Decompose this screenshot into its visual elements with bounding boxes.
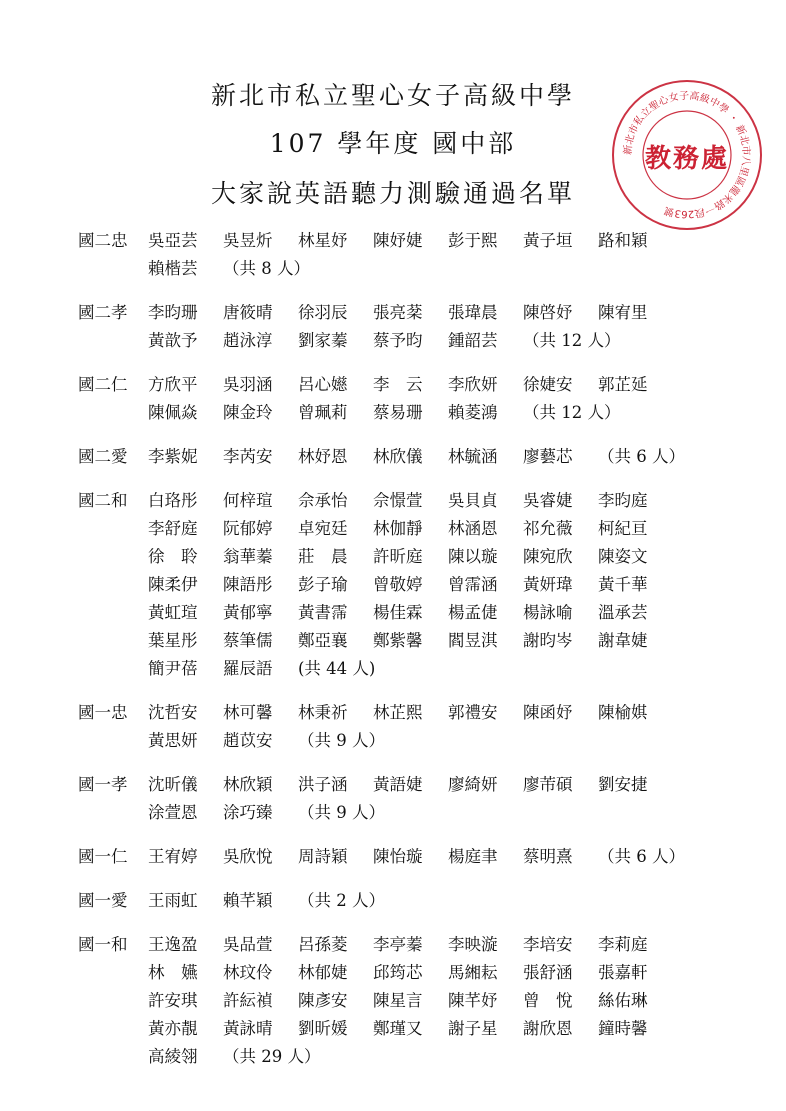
student-name: 簡尹蓓: [148, 659, 198, 678]
student-name: 楊佳霖: [373, 603, 423, 622]
student-name: 陳宛欣: [523, 547, 573, 566]
name-row: [148, 599, 758, 627]
student-name: 陳榆娸: [598, 703, 648, 722]
class-group: [78, 771, 758, 827]
class-name: 國二仁: [78, 375, 128, 394]
name-row: [148, 299, 758, 327]
student-name: 徐婕安: [523, 375, 573, 394]
student-name: 賴芊穎: [223, 891, 273, 910]
student-name: 呂心嬨: [298, 375, 348, 394]
list-title: 大家說英語聽力測驗通過名單: [210, 179, 575, 208]
student-name: 陳彥安: [298, 991, 348, 1010]
student-count: （共 9 人）: [298, 803, 385, 822]
class-name: 國二和: [78, 491, 128, 510]
student-name: 賴楷芸: [148, 259, 198, 278]
student-name: 葉星彤: [148, 631, 198, 650]
student-name: 蔡易珊: [373, 403, 423, 422]
student-name: 鐘時馨: [598, 1019, 648, 1038]
name-row: [148, 1043, 758, 1071]
student-name: 廖綺妍: [448, 775, 498, 794]
student-count: （共 8 人）: [223, 259, 310, 278]
student-name: 劉家蓁: [298, 331, 348, 350]
student-name: 林郁婕: [298, 963, 348, 982]
student-name: 林欣穎: [223, 775, 273, 794]
name-row: [148, 227, 758, 255]
class-name: 國二忠: [78, 231, 128, 250]
student-name: 謝欣恩: [523, 1019, 573, 1038]
student-name: 黃虹瑄: [148, 603, 198, 622]
student-name: 趙泳淳: [223, 331, 273, 350]
student-name: 張嘉軒: [598, 963, 648, 982]
student-name: 馬緗耘: [448, 963, 498, 982]
student-name: 彭于熙: [448, 231, 498, 250]
student-name: 李昀庭: [598, 491, 648, 510]
student-name: 高綾翎: [148, 1047, 198, 1066]
name-row: [148, 515, 758, 543]
student-name: 蔡筆儒: [223, 631, 273, 650]
student-name: 蔡明熹: [523, 847, 573, 866]
student-name: 林妤恩: [298, 447, 348, 466]
student-name: 黃思妍: [148, 731, 198, 750]
student-name: 黃郁寧: [223, 603, 273, 622]
class-group: [78, 371, 758, 427]
student-name: 林 嬿: [148, 963, 198, 982]
student-name: 謝韋婕: [598, 631, 648, 650]
name-row: [148, 1015, 758, 1043]
student-name: 郭芷延: [598, 375, 648, 394]
student-name: 許昕庭: [373, 547, 423, 566]
student-name: 陳怡璇: [373, 847, 423, 866]
student-name: 陳佩焱: [148, 403, 198, 422]
class-group: [78, 487, 758, 683]
student-name: 楊庭聿: [448, 847, 498, 866]
name-row: [148, 699, 758, 727]
student-name: 阮郁婷: [223, 519, 273, 538]
student-name: 沈昕儀: [148, 775, 198, 794]
student-name: 絲佑琳: [598, 991, 648, 1010]
student-name: 翁華蓁: [223, 547, 273, 566]
student-name: 陳柔伊: [148, 575, 198, 594]
class-group: [78, 227, 758, 283]
seal-center-text: 教務處: [644, 144, 729, 174]
name-row: [148, 843, 758, 871]
student-name: 黃歆予: [148, 331, 198, 350]
student-name: 彭子瑜: [298, 575, 348, 594]
name-row: [148, 399, 758, 427]
student-name: 楊詠喻: [523, 603, 573, 622]
student-name: 涂萱恩: [148, 803, 198, 822]
name-row: [148, 771, 758, 799]
name-row: [148, 543, 758, 571]
student-name: 鍾韶芸: [448, 331, 498, 350]
student-name: 吳貝貞: [448, 491, 498, 510]
student-name: 林毓涵: [448, 447, 498, 466]
student-name: 吳品萱: [223, 935, 273, 954]
student-name: 羅辰語: [223, 659, 273, 678]
class-group: [78, 699, 758, 755]
student-name: 許安琪: [148, 991, 198, 1010]
student-name: 陳姿文: [598, 547, 648, 566]
student-name: 郭禮安: [448, 703, 498, 722]
student-name: 陳星言: [373, 991, 423, 1010]
student-name: 王雨虹: [148, 891, 198, 910]
class-name: 國二孝: [78, 303, 128, 322]
name-row: [148, 887, 758, 915]
student-name: 祁允薇: [523, 519, 573, 538]
student-name: 李 云: [373, 375, 423, 394]
student-name: 洪子涵: [298, 775, 348, 794]
student-name: 邱筠芯: [373, 963, 423, 982]
class-group: [78, 931, 758, 1071]
class-group: [78, 299, 758, 355]
name-row: [148, 987, 758, 1015]
student-name: 曾霈涵: [448, 575, 498, 594]
student-name: 李舒庭: [148, 519, 198, 538]
name-row: [148, 371, 758, 399]
school-name: 新北市私立聖心女子高級中學: [210, 81, 575, 110]
student-name: 廖藝芯: [523, 447, 573, 466]
student-name: 吳昱炘: [223, 231, 273, 250]
student-name: 路和穎: [598, 231, 648, 250]
student-name: 林欣儀: [373, 447, 423, 466]
student-name: 林玟伶: [223, 963, 273, 982]
name-row: [148, 931, 758, 959]
student-name: 陳妤婕: [373, 231, 423, 250]
student-name: 何梓瑄: [223, 491, 273, 510]
student-name: 李昀珊: [148, 303, 198, 322]
student-name: 黃語婕: [373, 775, 423, 794]
class-group: [78, 843, 758, 871]
class-name: 國一和: [78, 935, 128, 954]
student-name: 林可馨: [223, 703, 273, 722]
name-row: [148, 959, 758, 987]
student-name: 李亭蓁: [373, 935, 423, 954]
student-name: 趙苡安: [223, 731, 273, 750]
name-row: [148, 655, 758, 683]
student-name: 陳宥里: [598, 303, 648, 322]
class-name: 國一孝: [78, 775, 128, 794]
student-name: 黃子垣: [523, 231, 573, 250]
student-name: 鄭瑾又: [373, 1019, 423, 1038]
student-name: 李映漩: [448, 935, 498, 954]
student-name: 吳睿婕: [523, 491, 573, 510]
student-name: 陳以璇: [448, 547, 498, 566]
student-name: 李莉庭: [598, 935, 648, 954]
student-name: 林星妤: [298, 231, 348, 250]
student-name: 廖芾碩: [523, 775, 573, 794]
name-row: [148, 799, 758, 827]
student-name: 謝昀岑: [523, 631, 573, 650]
student-name: 林芷熙: [373, 703, 423, 722]
name-row: [148, 571, 758, 599]
student-name: 吳欣悅: [223, 847, 273, 866]
class-group: [78, 443, 758, 471]
student-name: 楊孟倢: [448, 603, 498, 622]
student-name: 林伽靜: [373, 519, 423, 538]
student-name: 莊 晨: [298, 547, 348, 566]
student-name: 黃詠晴: [223, 1019, 273, 1038]
student-name: 謝子星: [448, 1019, 498, 1038]
class-name: 國一忠: [78, 703, 128, 722]
student-name: 佘憬萱: [373, 491, 423, 510]
student-name: 陳金玲: [223, 403, 273, 422]
student-name: 李培安: [523, 935, 573, 954]
student-name: 沈哲安: [148, 703, 198, 722]
student-name: 李紫妮: [148, 447, 198, 466]
student-name: 涂巧臻: [223, 803, 273, 822]
student-name: 白珞彤: [148, 491, 198, 510]
student-name: 許紜禎: [223, 991, 273, 1010]
student-name: 周詩穎: [298, 847, 348, 866]
student-name: 徐 聆: [148, 547, 198, 566]
student-count: （共 12 人）: [523, 403, 621, 422]
academic-year: 107 學年度 國中部: [269, 129, 517, 158]
student-count: （共 2 人）: [298, 891, 385, 910]
student-name: 李芮安: [223, 447, 273, 466]
student-name: 鄭紫馨: [373, 631, 423, 650]
student-name: 溫承芸: [598, 603, 648, 622]
student-name: 卓宛廷: [298, 519, 348, 538]
student-name: 黃妍瑋: [523, 575, 573, 594]
student-count: （共 12 人）: [523, 331, 621, 350]
student-count: （共 6 人）: [598, 847, 685, 866]
student-name: 陳函妤: [523, 703, 573, 722]
student-name: 閻昱淇: [448, 631, 498, 650]
student-name: 柯紀亘: [598, 519, 648, 538]
student-name: 劉安捷: [598, 775, 648, 794]
student-name: 李欣妍: [448, 375, 498, 394]
class-name: 國一愛: [78, 891, 128, 910]
class-name: 國二愛: [78, 447, 128, 466]
student-name: 吳亞芸: [148, 231, 198, 250]
student-name: 陳啓妤: [523, 303, 573, 322]
student-name: 方欣平: [148, 375, 198, 394]
student-name: 黃千華: [598, 575, 648, 594]
student-name: 曾敬婷: [373, 575, 423, 594]
student-count: （共 9 人）: [298, 731, 385, 750]
student-count: (共 44 人): [298, 659, 376, 678]
student-name: 林涵恩: [448, 519, 498, 538]
student-name: 曾 悅: [523, 991, 573, 1010]
name-row: [148, 627, 758, 655]
class-name: 國一仁: [78, 847, 128, 866]
student-name: 張亮棻: [373, 303, 423, 322]
student-name: 王逸盈: [148, 935, 198, 954]
roster-list: [78, 227, 758, 1087]
student-name: 王宥婷: [148, 847, 198, 866]
office-seal: [612, 80, 762, 230]
name-row: [148, 443, 758, 471]
student-name: 陳語彤: [223, 575, 273, 594]
student-name: 呂孫菱: [298, 935, 348, 954]
student-name: 林秉祈: [298, 703, 348, 722]
student-name: 佘承怡: [298, 491, 348, 510]
name-row: [148, 327, 758, 355]
student-name: 黃亦靚: [148, 1019, 198, 1038]
student-count: （共 6 人）: [598, 447, 685, 466]
student-name: 徐羽辰: [298, 303, 348, 322]
class-group: [78, 887, 758, 915]
student-name: 張舒涵: [523, 963, 573, 982]
student-name: 曾珮莉: [298, 403, 348, 422]
student-name: 蔡予昀: [373, 331, 423, 350]
student-name: 鄭亞襄: [298, 631, 348, 650]
student-name: 黃書霈: [298, 603, 348, 622]
student-name: 賴菱鴻: [448, 403, 498, 422]
student-name: 劉昕媛: [298, 1019, 348, 1038]
student-name: 唐筱晴: [223, 303, 273, 322]
seal-ring-text: 新北市私立聖心女子高級中學 ・ 新北市八里區龍米路一段263號: [622, 90, 752, 220]
student-name: 陳芊妤: [448, 991, 498, 1010]
student-count: （共 29 人）: [223, 1047, 321, 1066]
name-row: [148, 727, 758, 755]
student-name: 張瑋晨: [448, 303, 498, 322]
name-row: [148, 487, 758, 515]
student-name: 吳羽涵: [223, 375, 273, 394]
name-row: [148, 255, 758, 283]
